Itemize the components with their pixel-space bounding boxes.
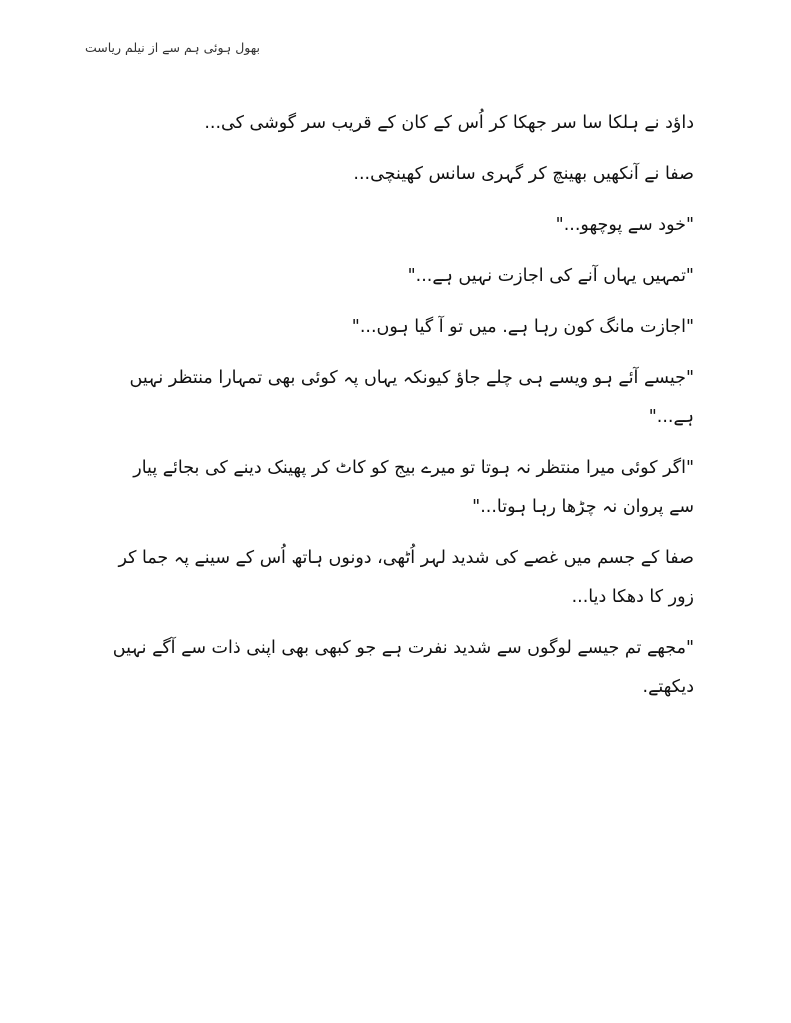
paragraph-2: صفا نے آنکھیں بھینچ کر گہری سانس کھینچی... <box>353 164 694 184</box>
paragraph-9: "مجھے تم جیسے لوگوں سے شدید نفرت ہے جو کبھی بھی اپنی ذات سے آگے نہیں دیکھتے. <box>112 638 694 697</box>
page-header: بھول ہوئی ہم سے از نیلم ریاست <box>84 40 260 55</box>
paragraph-8: صفا کے جسم میں غصے کی شدید لہر اُٹھی، دونوں ہاتھ اُس کے سینے پہ جما کر زور کا دھکا دیا... <box>118 548 694 607</box>
paragraph-7: "اگر کوئی میرا منتظر نہ ہوتا تو میرے بیج کو کاٹ کر پھینک دینے کی بجائے پیار سے پروان نہ چڑھا رہا ہوتا..." <box>133 458 694 517</box>
document-body <box>104 104 694 719</box>
paragraph-3: "خود سے پوچھو..." <box>555 215 694 235</box>
paragraph-5: "اجازت مانگ کون رہا ہے. میں تو آ گیا ہوں..." <box>351 317 694 337</box>
paragraph-4: "تمہیں یہاں آنے کی اجازت نہیں ہے..." <box>407 266 694 286</box>
paragraph-6: "جیسے آئے ہو ویسے ہی چلے جاؤ کیونکہ یہاں پہ کوئی بھی تمہارا منتظر نہیں ہے..." <box>129 368 694 427</box>
paragraph-1: داؤد نے ہلکا سا سر جھکا کر اُس کے کان کے قریب سر گوشی کی... <box>204 113 694 133</box>
